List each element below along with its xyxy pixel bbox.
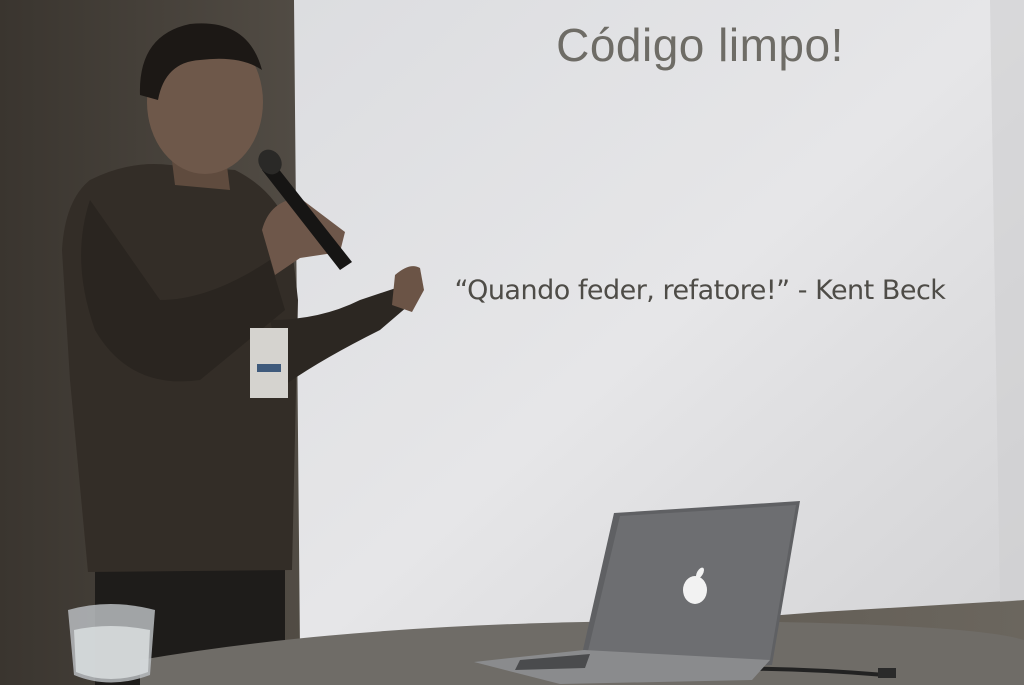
apple-logo-icon (683, 576, 707, 604)
water-glass (68, 604, 155, 683)
slide-quote: “Quando feder, refatore!” - Kent Beck (454, 275, 946, 306)
speaker (62, 23, 424, 685)
slide-title: Código limpo! (556, 19, 844, 71)
